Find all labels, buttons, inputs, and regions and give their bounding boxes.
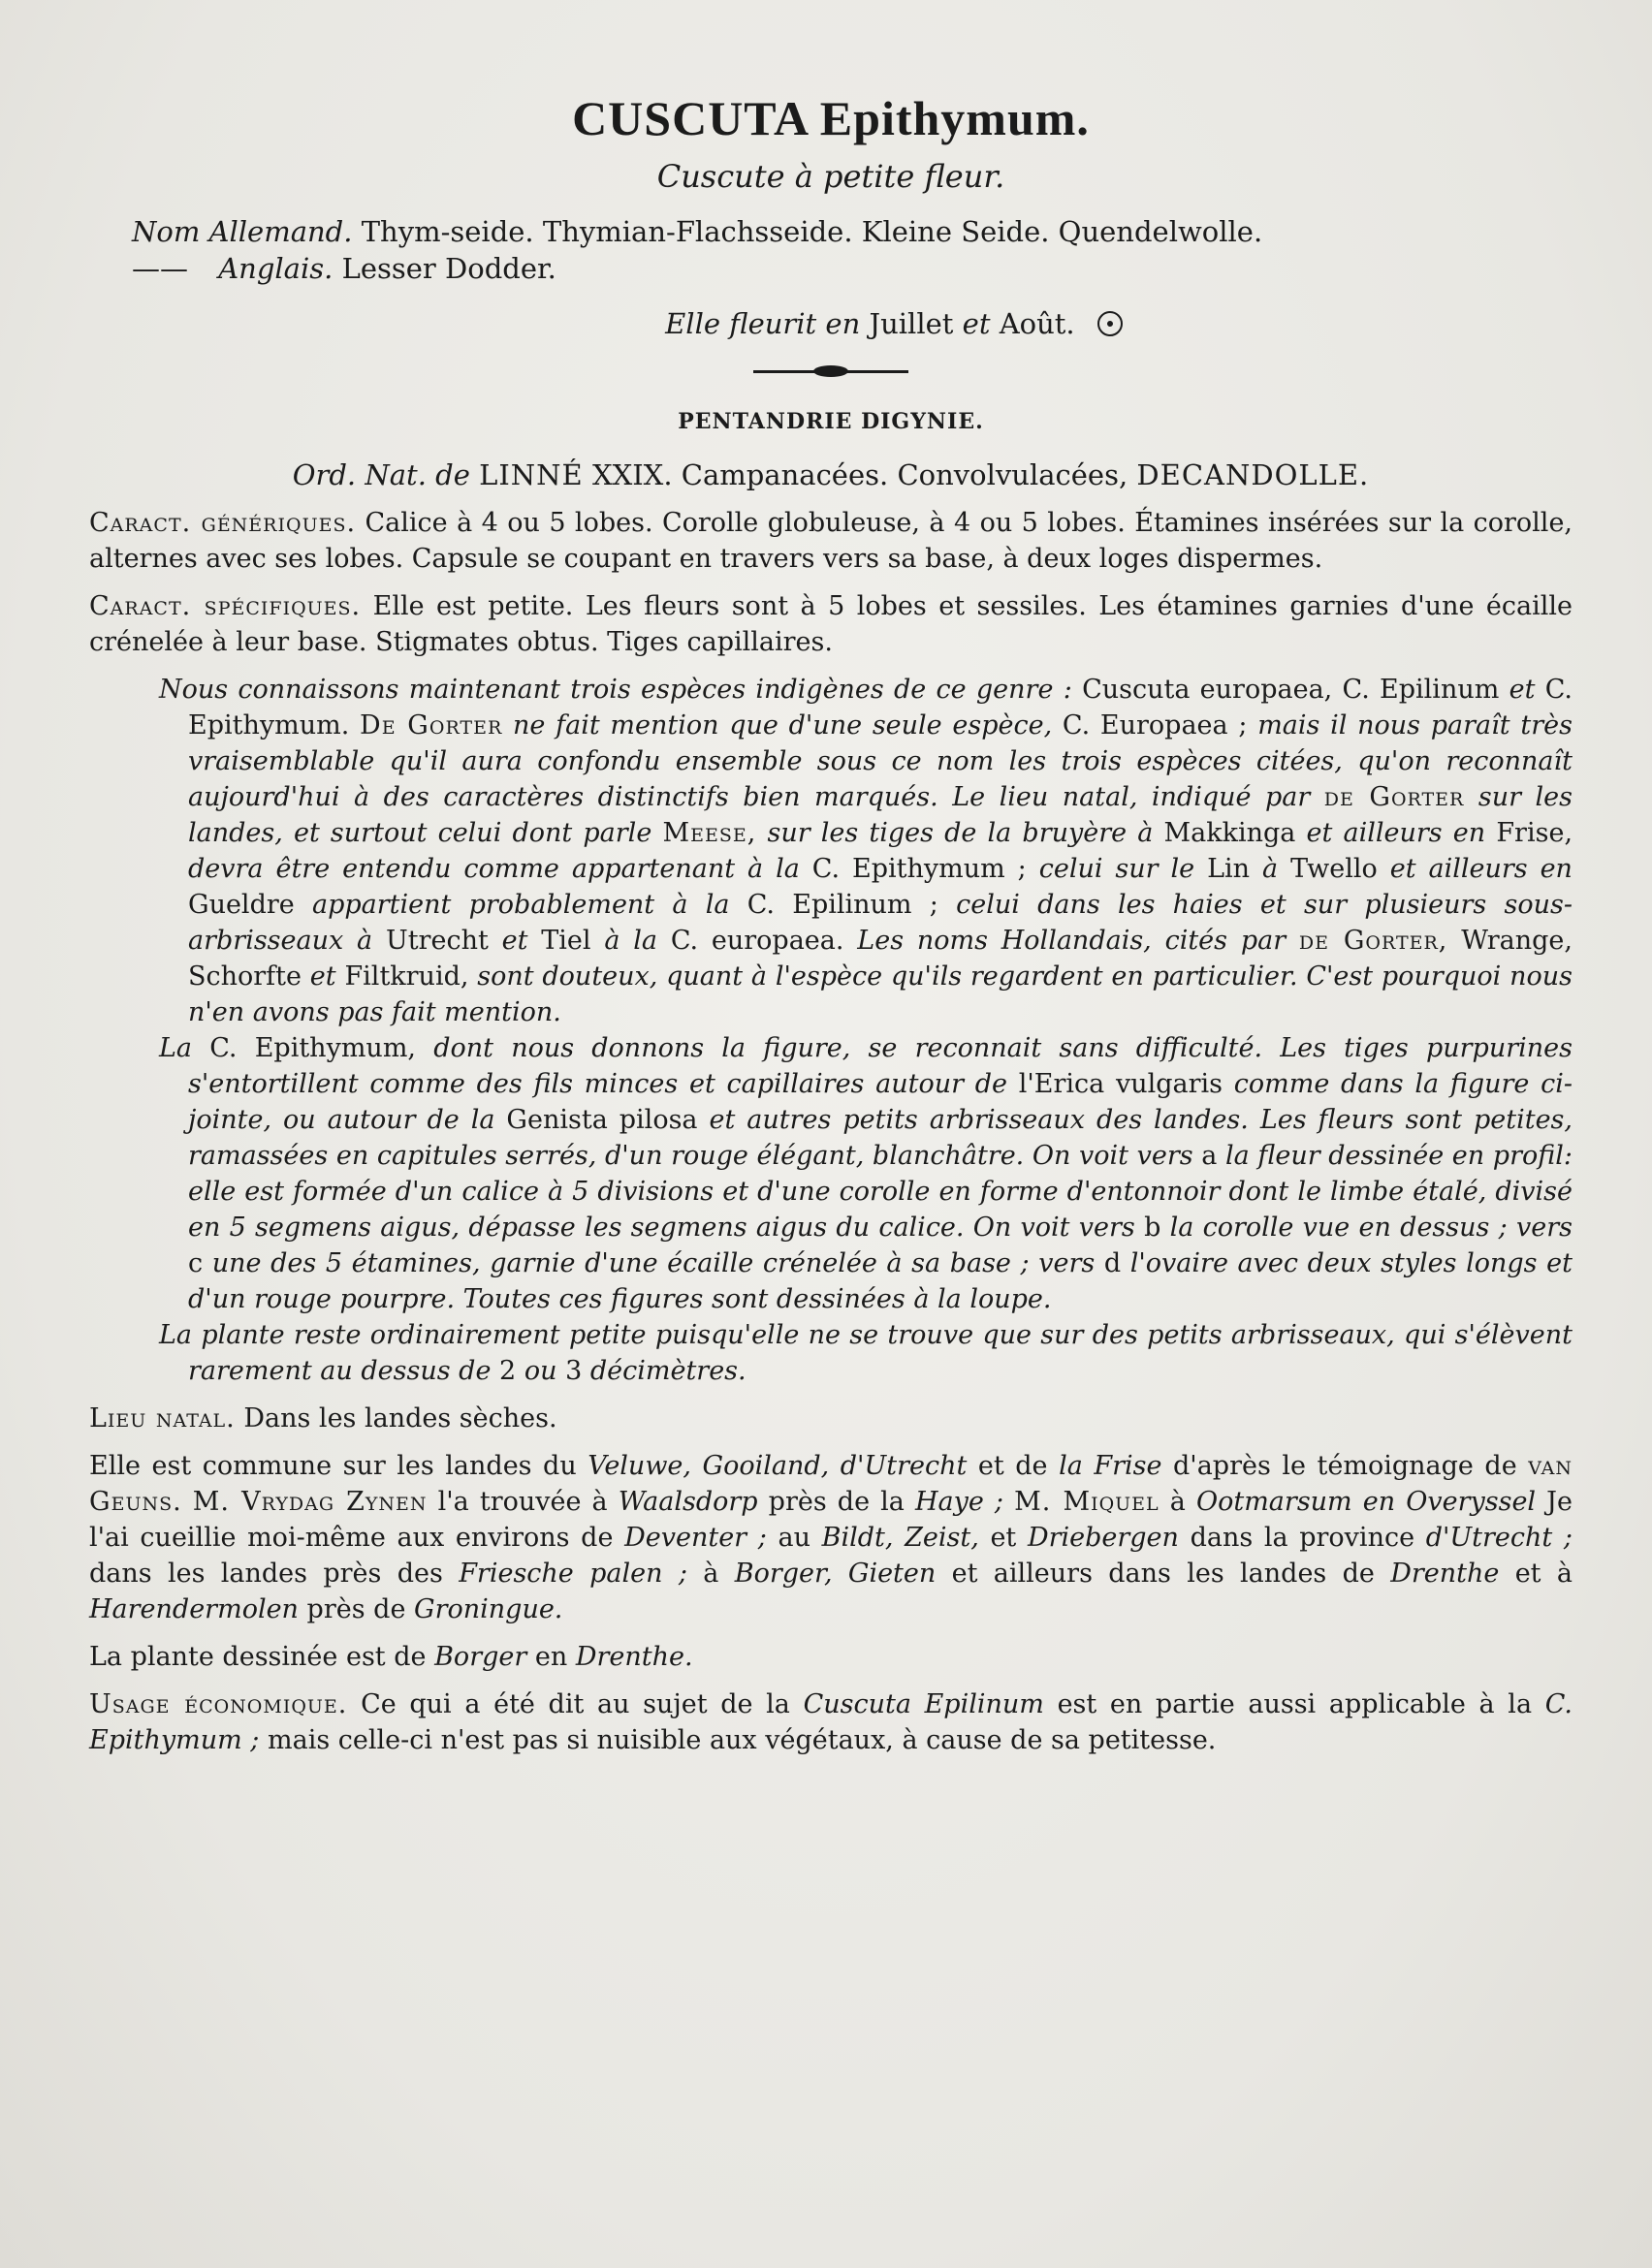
usage-text: Ce qui a été dit au sujet de la — [361, 1689, 790, 1719]
note3-number: 2 — [499, 1356, 517, 1386]
distribution-text: dans la province — [1190, 1523, 1415, 1553]
note1-text: celui dans les haies et sur plusieurs sous-arbrisseaux à — [188, 890, 1573, 956]
distribution-place: Veluwe, Gooiland, d'Utrecht — [588, 1451, 968, 1481]
flowering-en: en — [825, 307, 861, 340]
note3-text: ou — [524, 1356, 557, 1386]
linnaean-class: PENTANDRIE DIGYNIE. — [678, 409, 984, 434]
note-species — [89, 672, 1573, 1030]
note2-text: la corolle vue en dessus ; vers — [1169, 1213, 1573, 1243]
flowering-month-1: Juillet — [869, 307, 954, 340]
note1-dutch-names: Filtkruid, — [344, 961, 469, 992]
note2-text: la fleur dessinée en profil: elle est formée d'un calice à 5 divisions et d'une corolle en forme d'entonnoir dont le limbe étalé, divisé en 5 segmens aigus, dépasse les segmens aigus du calice. On voit vers — [188, 1141, 1573, 1243]
habitat — [89, 1401, 1573, 1436]
flowering-et: et — [962, 307, 991, 340]
generic-characters — [89, 505, 1573, 577]
economic-usage — [89, 1686, 1573, 1758]
note1-species: C. Epithymum. — [188, 675, 1573, 740]
drawn-place: Drenthe. — [575, 1642, 693, 1672]
note1-author: de Gorter, — [1298, 926, 1448, 956]
note1-text: et ailleurs en — [1389, 854, 1573, 884]
usage-text: est en partie aussi applicable à la — [1057, 1689, 1533, 1719]
note1-author: Meese, — [662, 818, 757, 848]
note1-species: C. Europaea ; — [1062, 710, 1248, 740]
note1-text: et — [309, 961, 336, 992]
note-size — [89, 1317, 1573, 1389]
distribution-place: Groningue. — [414, 1594, 563, 1624]
annual-sun-icon — [1097, 311, 1123, 336]
note1-place: Makkinga — [1163, 818, 1296, 848]
note2-text: dont nous donnons la figure, se reconnait sans difficulté. Les tiges purpurines s'entortillent comme des fils minces et capillaires autour de — [188, 1033, 1573, 1099]
note1-text: mais il nous paraît très vraisemblable qu'il aura confondu ensemble sous ce nom les trois espèces citées, qu'on reconnaît aujourd'hui à des caractères distinctifs bien marqués. Le lieu natal, indiqué par — [188, 710, 1573, 812]
note1-author: De Gorter — [360, 710, 503, 740]
english-name-line — [132, 250, 1573, 287]
distribution-place: Waalsdorp — [618, 1487, 758, 1517]
specific-label: Caract. spécifiques. — [89, 591, 362, 621]
page-title: CUSCUTA Epithymum. — [572, 91, 1090, 145]
drawn-text: en — [534, 1642, 568, 1672]
habitat-text: Dans les landes sèches. — [243, 1403, 557, 1433]
distribution — [89, 1448, 1573, 1627]
distribution-text: et — [990, 1523, 1017, 1553]
order-decandolle: DECANDOLLE. — [1136, 458, 1370, 491]
drawn-place: Borger — [434, 1642, 527, 1672]
note2-text: et autres petits arbrisseaux des landes. Les fleurs sont petites, ramassées en capitules serrés, d'un rouge élégant, blanchâtre. On voit vers — [188, 1105, 1573, 1171]
german-names: Thym-seide. Thymian-Flachsseide. Kleine Seide. Quendelwolle. — [361, 215, 1263, 248]
note1-text: ne fait mention que d'une seule espèce, — [513, 710, 1053, 740]
specific-text: Elle est petite. Les fleurs sont à 5 lobes et sessiles. Les étamines garnies d'une écaille crénelée à leur base. Stigmates obtus. Tiges capillaires. — [89, 591, 1573, 657]
page-subtitle: Cuscute à petite fleur. — [656, 158, 1005, 195]
note1-place: Gueldre — [188, 890, 295, 920]
distribution-place: Bildt, Zeist, — [821, 1523, 979, 1553]
german-label: Nom Allemand. — [132, 215, 353, 248]
distribution-place: Driebergen — [1027, 1523, 1179, 1553]
ditto-dash: —— — [132, 252, 188, 285]
german-name-line — [132, 213, 1573, 250]
generic-label: Caract. génériques. — [89, 508, 357, 538]
note2-species: C. Epithymum, — [209, 1033, 417, 1063]
distribution-text: au — [778, 1523, 810, 1553]
note1-text: Les noms Hollandais, cités par — [857, 926, 1287, 956]
flowering-line — [89, 306, 1573, 342]
note1-text: à — [1262, 854, 1279, 884]
note1-species: C. Epilinum ; — [747, 890, 938, 920]
distribution-place: d'Utrecht ; — [1425, 1523, 1573, 1553]
note3-number: 3 — [565, 1356, 583, 1386]
distribution-place: Drenthe — [1390, 1559, 1500, 1589]
note1-text: et — [501, 926, 528, 956]
drawn-text: La plante dessinée est de — [89, 1642, 427, 1672]
distribution-text: l'a trouvée à — [437, 1487, 608, 1517]
distribution-text: et de — [977, 1451, 1048, 1481]
distribution-text: près de la — [768, 1487, 905, 1517]
distribution-place: Friesche palen ; — [459, 1559, 687, 1589]
distribution-author: M. Vrydag Zynen — [192, 1487, 428, 1517]
note1-text: Nous connaissons maintenant trois espèces indigènes de ce genre : — [159, 675, 1072, 705]
note3-text: décimètres. — [589, 1356, 747, 1386]
distribution-place: Deventer ; — [624, 1523, 767, 1553]
figure-ref-c: c — [188, 1248, 204, 1278]
distribution-place: Harendermolen — [89, 1594, 299, 1624]
note1-species: Cuscuta europaea, C. Epilinum — [1082, 675, 1500, 705]
flowering-month-2: Août. — [999, 307, 1075, 340]
note2-text: l'ovaire avec deux styles longs et d'un rouge pourpre. Toutes ces figures sont dessinées à la loupe. — [188, 1248, 1573, 1314]
habitat-label: Lieu natal. — [89, 1403, 236, 1433]
generic-text: Calice à 4 ou 5 lobes. Corolle globuleuse, à 4 ou 5 lobes. Étamines insérées sur la corolle, alternes avec ses lobes. Capsule se coupant en travers vers sa base, à deux loges dispermes. — [89, 508, 1573, 574]
ornament-divider — [753, 363, 908, 379]
distribution-text: dans les landes près des — [89, 1559, 443, 1589]
english-names: Lesser Dodder. — [341, 252, 556, 285]
note1-text: sont douteux, quant à l'espèce qu'ils regardent en particulier. C'est pourquoi nous n'en avons pas fait mention. — [188, 961, 1573, 1027]
note2-species: Genista pilosa — [506, 1105, 698, 1135]
note1-species: C. Epithymum ; — [811, 854, 1027, 884]
note2-text: une des 5 étamines, garnie d'une écaille crénelée à sa base ; vers — [211, 1248, 1096, 1278]
natural-order — [89, 457, 1573, 493]
note1-text: celui sur le — [1038, 854, 1195, 884]
order-label: Ord. Nat. de — [292, 458, 470, 491]
note1-text: appartient probablement à la — [312, 890, 730, 920]
note1-place: Utrecht — [385, 926, 489, 956]
note1-species: C. europaea. — [670, 926, 844, 956]
figure-ref-a: a — [1201, 1141, 1218, 1171]
document-body — [89, 89, 1573, 1770]
note1-plant: Lin — [1207, 854, 1251, 884]
figure-ref-b: b — [1144, 1213, 1161, 1243]
note1-text: à la — [604, 926, 657, 956]
note1-text: sur les tiges de la bruyère à — [767, 818, 1154, 848]
specific-characters — [89, 588, 1573, 660]
distribution-text: Je l'ai cueillie moi-même aux environs de — [89, 1487, 1573, 1553]
distribution-text: Elle est commune sur les landes du — [89, 1451, 577, 1481]
usage-text: mais celle-ci n'est pas si nuisible aux végétaux, à cause de sa petitesse. — [268, 1725, 1217, 1755]
note1-place: Tiel — [541, 926, 591, 956]
note1-place: Twello — [1290, 854, 1378, 884]
distribution-author: van Geuns. — [89, 1451, 1573, 1517]
distribution-text: et ailleurs dans les landes de — [951, 1559, 1375, 1589]
distribution-place: Borger, Gieten — [734, 1559, 937, 1589]
note2-species: l'Erica vulgaris — [1018, 1069, 1223, 1099]
flowering-prefix: Elle fleurit — [665, 307, 817, 340]
note1-place: Frise, — [1496, 818, 1573, 848]
note3-text: La plante reste ordinairement petite puisqu'elle ne se trouve que sur des petits arbrisseaux, qui s'élèvent rarement au dessus de — [159, 1320, 1573, 1386]
note1-text: sur les landes, et surtout celui dont parle — [188, 782, 1573, 848]
note1-text: et — [1509, 675, 1536, 705]
distribution-text: près de — [306, 1594, 406, 1624]
distribution-text: et à — [1514, 1559, 1573, 1589]
note1-text: et ailleurs en — [1306, 818, 1486, 848]
order-text: XXIX. Campanacées. Convolvulacées, — [591, 458, 1128, 491]
distribution-text: à — [1169, 1487, 1186, 1517]
vernacular-names — [132, 213, 1573, 287]
distribution-place: Ootmarsum en Overyssel — [1195, 1487, 1537, 1517]
distribution-place: Haye ; — [914, 1487, 1004, 1517]
usage-label: Usage économique. — [89, 1689, 348, 1719]
usage-species: C. Epithymum ; — [89, 1689, 1573, 1755]
distribution-text: à — [703, 1559, 719, 1589]
note1-text: devra être entendu comme appartenant à la — [188, 854, 800, 884]
drawn-specimen — [89, 1639, 1573, 1675]
distribution-author: M. Miquel — [1014, 1487, 1160, 1517]
distribution-place: la Frise — [1059, 1451, 1162, 1481]
note1-dutch-names: Wrange, Schorfte — [188, 926, 1573, 992]
note2-text: La — [159, 1033, 193, 1063]
order-linne: LINNÉ — [479, 458, 584, 491]
distribution-text: d'après le témoignage de — [1173, 1451, 1517, 1481]
english-label: Anglais. — [218, 252, 334, 285]
note-description — [89, 1030, 1573, 1317]
note1-author: de Gorter — [1323, 782, 1465, 812]
usage-species: Cuscuta Epilinum — [803, 1689, 1044, 1719]
note2-text: comme dans la figure ci-jointe, ou autour de la — [188, 1069, 1573, 1135]
figure-ref-d: d — [1103, 1248, 1122, 1278]
